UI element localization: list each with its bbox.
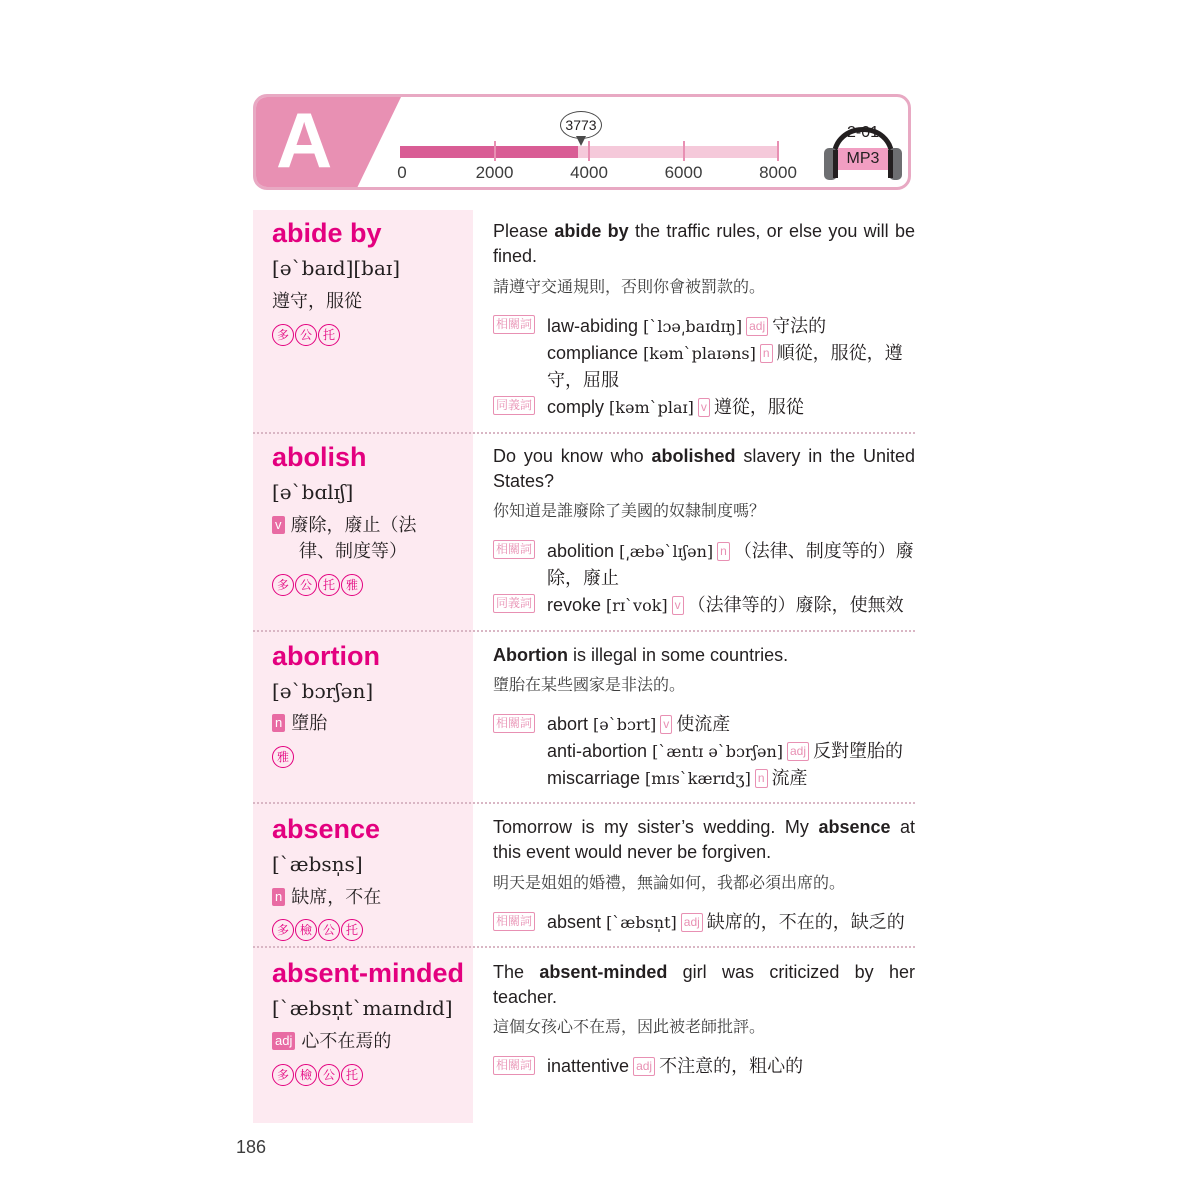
exam-badges	[272, 1064, 364, 1086]
synonym-tag: 同義詞	[493, 594, 535, 613]
exam-badges	[272, 919, 364, 941]
scale-tick-label: 4000	[570, 163, 608, 182]
example-sentence: Tomorrow is my sister’s wedding. My absence at this event would never be forgiven.	[493, 817, 916, 862]
exam-badges	[272, 324, 341, 346]
exam-badge: 公	[318, 1064, 340, 1086]
headword: abolish	[272, 442, 367, 472]
headword: absence	[272, 814, 381, 844]
exam-badge: 多	[272, 574, 294, 596]
scale-tick-label: 2000	[475, 163, 514, 182]
exam-badge: 托	[341, 919, 363, 941]
exam-badge: 托	[318, 574, 340, 596]
related-word: anti-abortion [ˋæntɪ əˋbɔrʃən] adj 反對墮胎的	[547, 741, 904, 761]
related-words-tag: 相關詞	[493, 540, 535, 559]
example-translation: 這個女孩心不在焉，因此被老師批評。	[493, 1019, 766, 1036]
word-progress-fill	[400, 146, 578, 158]
scale-tick-label: 8000	[759, 163, 797, 182]
headphone-icon	[824, 110, 902, 182]
headword: abortion	[272, 641, 380, 671]
headword-ipa: [əˋbaɪd][baɪ]	[272, 256, 401, 280]
headword-meaning: v 廢除，廢止（法 律、制度等）	[272, 512, 417, 564]
section-letter: A	[276, 96, 333, 184]
headword-meaning: n 缺席，不在	[272, 884, 381, 910]
example-translation: 明天是姐姐的婚禮，無論如何，我都必須出席的。	[493, 875, 846, 892]
scale-tick	[777, 141, 779, 161]
progress-bubble-tail	[576, 136, 586, 146]
exam-badge: 檢	[295, 1064, 317, 1086]
related-word: abort [əˋbɔrt] v 使流產	[547, 714, 731, 734]
related-word: law-abiding [ˋlɔə͵baɪdɪŋ] adj 守法的	[547, 316, 827, 336]
headword: absent-minded	[272, 958, 465, 988]
headword-meaning: adj 心不在焉的	[272, 1028, 391, 1054]
headword-ipa: [ˋæbsn̩tˋmaɪndɪd]	[272, 996, 453, 1020]
exam-badges	[272, 746, 295, 768]
exam-badge: 多	[272, 1064, 294, 1086]
example-sentence: Do you know who abolished slavery in the United States?	[493, 446, 915, 491]
audio-track-label: 2-01	[846, 124, 880, 141]
example-translation: 你知道是誰廢除了美國的奴隸制度嗎？	[493, 503, 766, 520]
entry-separator	[253, 432, 915, 434]
scale-tick	[588, 141, 590, 161]
exam-badge: 公	[318, 919, 340, 941]
scale-tick	[494, 141, 496, 161]
scale-tick-label: 0	[397, 163, 407, 182]
synonym-word: revoke [rɪˋvok] v （法律等的）廢除，使無效	[547, 595, 904, 615]
synonym-word: comply [kəmˋplaɪ] v 遵從，服從	[547, 397, 804, 417]
headword-meaning: n 墮胎	[272, 710, 327, 736]
related-words-tag: 相關詞	[493, 315, 535, 334]
example-sentence: Abortion is illegal in some countries.	[493, 645, 789, 665]
exam-badge: 檢	[295, 919, 317, 941]
example-sentence: The absent-minded girl was criticized by her teacher.	[493, 962, 915, 1007]
related-word: abolition [͵æbəˋlɪʃən] n （法律、制度等的）廢	[547, 541, 914, 561]
related-word-continued: 除，廢止	[547, 568, 619, 588]
headword: abide by	[272, 218, 382, 248]
exam-badge: 多	[272, 324, 294, 346]
headword-ipa: [ˋæbsn̩s]	[272, 852, 363, 876]
page-number: 186	[236, 1137, 267, 1157]
example-translation: 請遵守交通規則，否則你會被罰款的。	[493, 279, 766, 296]
related-word-continued: 守，屈服	[547, 370, 619, 390]
mp3-label: MP3	[838, 148, 888, 170]
progress-bubble: 3773	[560, 111, 602, 139]
entry-separator	[253, 802, 915, 804]
exam-badge: 雅	[272, 746, 294, 768]
exam-badge: 托	[341, 1064, 363, 1086]
exam-badge: 多	[272, 919, 294, 941]
exam-badge: 托	[318, 324, 340, 346]
related-word: absent [ˋæbsn̩t] adj 缺席的，不在的，缺乏的	[547, 912, 905, 932]
related-words-tag: 相關詞	[493, 912, 535, 931]
scale-tick	[683, 141, 685, 161]
example-translation: 墮胎在某些國家是非法的。	[493, 677, 686, 694]
related-word: inattentive adj 不注意的，粗心的	[547, 1056, 804, 1076]
related-words-tag: 相關詞	[493, 714, 535, 733]
related-word: compliance [kəmˋplaɪəns] n 順從，服從，遵	[547, 343, 903, 363]
headword-ipa: [əˋbɑlɪʃ]	[272, 480, 354, 504]
related-word: miscarriage [mɪsˋkærɪdʒ] n 流產	[547, 768, 808, 788]
entry-separator	[253, 946, 915, 948]
scale-tick-label: 6000	[664, 163, 703, 182]
exam-badge: 公	[295, 574, 317, 596]
exam-badges	[272, 574, 364, 596]
exam-badge: 雅	[341, 574, 363, 596]
related-words-tag: 相關詞	[493, 1056, 535, 1075]
synonym-tag: 同義詞	[493, 396, 535, 415]
exam-badge: 公	[295, 324, 317, 346]
example-sentence: Please abide by the traffic rules, or else you will be fined.	[493, 221, 915, 266]
headword-meaning: 遵守，服從	[272, 291, 362, 311]
headword-ipa: [əˋbɔrʃən]	[272, 679, 374, 703]
entry-separator	[253, 630, 915, 632]
